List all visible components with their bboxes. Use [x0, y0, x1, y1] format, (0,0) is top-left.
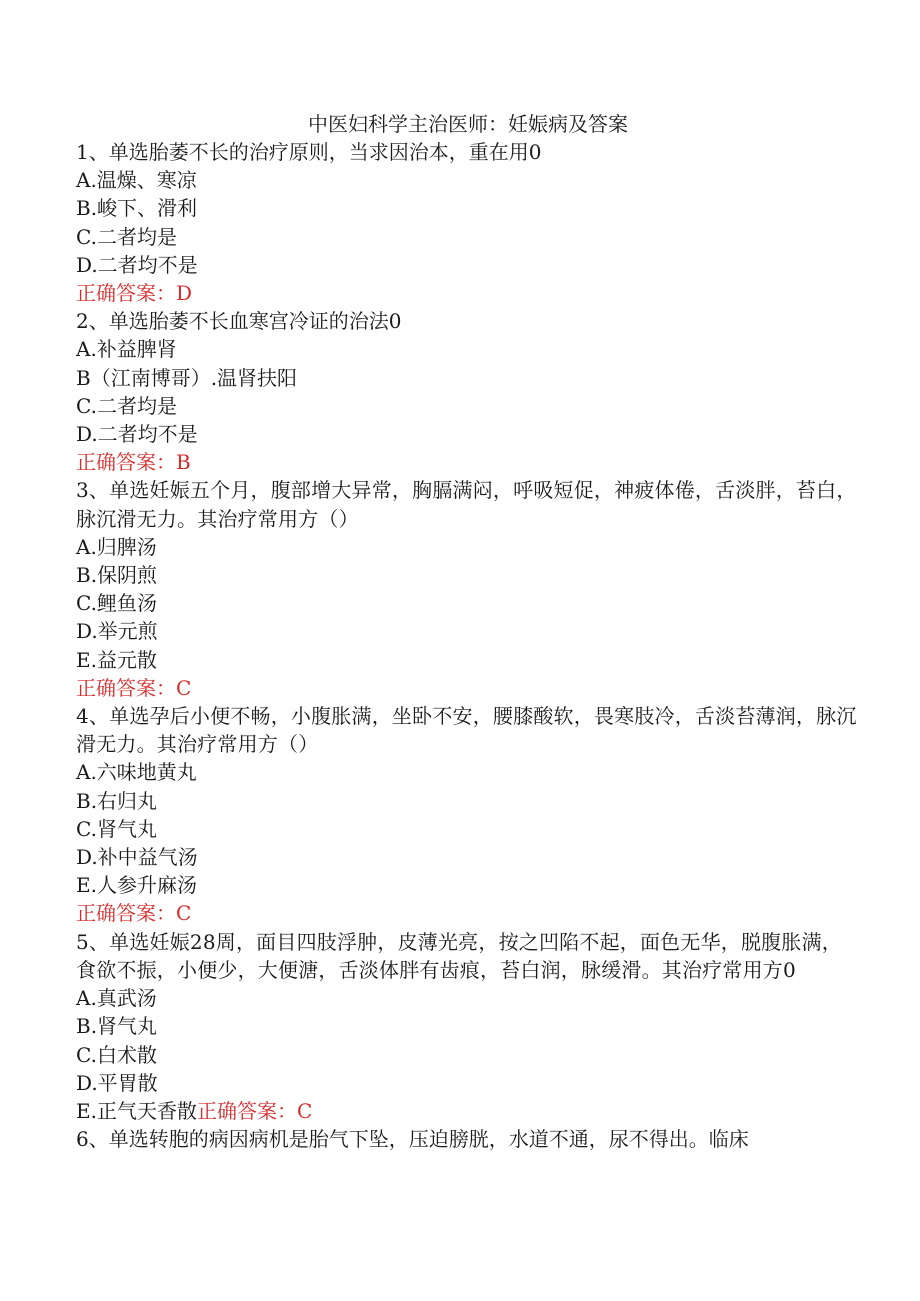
answer-line: [76, 279, 860, 307]
answer-line: [76, 899, 860, 927]
option-d: D.举元煎: [76, 619, 158, 644]
option-c: C.二者均是: [76, 393, 177, 418]
option-b: B.峻下、滑利: [76, 196, 198, 221]
option-e: E.人参升麻汤: [76, 873, 197, 898]
answer-label: 正确答案：: [76, 675, 176, 700]
answer-value: C: [176, 675, 192, 700]
answer-value: C: [296, 1098, 313, 1123]
option-a: A.归脾汤: [76, 534, 157, 559]
answer-label: 正确答案：: [76, 901, 176, 926]
question-stem: 6、单选转胞的病因病机是胎气下坠，压迫膀胱，水道不通，尿不得出。临床: [76, 1127, 749, 1152]
question-6: [76, 1125, 860, 1153]
answer-label: 正确答案：: [76, 450, 176, 475]
question-2: [76, 307, 860, 476]
question-1: [76, 138, 860, 307]
question-5: [76, 928, 860, 1125]
answer-value: D: [176, 281, 193, 306]
question-stem: 2、单选胎萎不长血寒宫冷证的治法0: [76, 309, 402, 334]
option-d: D.补中益气汤: [76, 845, 198, 870]
question-stem: 4、单选孕后小便不畅，小腹胀满，坐卧不安，腰膝酸软，畏寒肢冷，舌淡苔薄润，脉沉滑无力。其治疗常用方（）: [76, 704, 857, 757]
question-3: [76, 476, 860, 702]
option-c: C.鲤鱼汤: [76, 591, 157, 616]
option-a: A.补益脾肾: [76, 337, 177, 362]
answer-line: [76, 448, 860, 476]
answer-line: [76, 674, 860, 702]
option-a: A.真武汤: [76, 986, 157, 1011]
option-b: B.保阴煎: [76, 563, 158, 588]
answer-label: 正确答案：: [76, 281, 176, 306]
option-e-with-answer: [76, 1097, 860, 1125]
option-d: D.二者均不是: [76, 252, 198, 277]
option-b: B.右归丸: [76, 788, 158, 813]
option-d: D.二者均不是: [76, 422, 198, 447]
option-c: C.肾气丸: [76, 816, 157, 841]
option-d: D.平胃散: [76, 1070, 158, 1095]
option-b: B.肾气丸: [76, 1014, 158, 1039]
option-a: A.六味地黄丸: [76, 760, 197, 785]
option-e: E.正气天香散: [76, 1098, 197, 1123]
question-stem: 5、单选妊娠28周，面目四肢浮肿，皮薄光亮，按之凹陷不起，面色无华，脱腹胀满，食欲不振，小便少，大便溏，舌淡体胖有齿痕，苔白润，脉缓滑。其治疗常用方0: [76, 929, 842, 982]
answer-value: B: [176, 450, 191, 475]
question-stem: 3、单选妊娠五个月，腹部增大异常，胸膈满闷，呼吸短促，神疲体倦，舌淡胖，苔白，脉沉滑无力。其治疗常用方（）: [76, 478, 857, 531]
answer-label: 正确答案：: [196, 1098, 297, 1123]
option-b: B（江南博哥）.温肾扶阳: [76, 365, 298, 390]
answer-value: C: [176, 901, 192, 926]
question-4: [76, 702, 860, 928]
document-title: 中医妇科学主治医师：妊娠病及答案: [308, 112, 628, 136]
option-c: C.白术散: [76, 1042, 157, 1067]
option-e: E.益元散: [76, 647, 157, 672]
question-stem: 1、单选胎萎不长的治疗原则，当求因治本，重在用0: [76, 140, 542, 164]
option-a: A.温燥、寒凉: [76, 168, 197, 193]
option-c: C.二者均是: [76, 224, 177, 249]
